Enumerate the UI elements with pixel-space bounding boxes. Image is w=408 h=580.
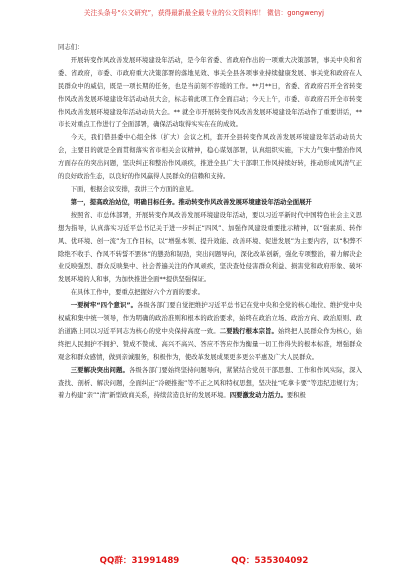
section-heading [58, 197, 362, 210]
requirement-text: 各级各部门要始终坚持问题导向，紧紧结合党员干部思想、工作和作风实际，深入查找、剖析、解决问题，全面纠正“冷硬推拖”等不正之风和特权思想，坚决扯“吃拿卡要”等违纪违规行为；着力构建“亲”“清”新型政商关系，持续营造良好的发展环境。 [58, 366, 362, 400]
salutation: 同志们： [58, 44, 84, 51]
requirement-lead: 四要激发动力活力。 [229, 392, 287, 400]
paragraph: 在具体工作中，要重点把握好六个方面的要求。 [70, 289, 204, 297]
qq-number: QQ：535304092 [231, 556, 309, 566]
section-heading-lead: 第一，提高政治站位，明确目标任务。 [70, 198, 179, 206]
requirement-lead: 二要践行根本宗旨。 [219, 327, 278, 335]
qq-group: QQ群：31991489 [99, 556, 180, 566]
paragraph: 按照省、市总体部署，开展转变作风改善发展环境建设年活动，要以习近平新时代中国特色社会主义思想为指导，认真落实习近平总书记关于进一步纠正“四风”、加强作风建设重要批示精神，以“强素质、转作风、优环境、创一流”为工作目标，以“增强本领、提升效能、改善环境、促进发展”为主要内容，以“积弊不除绝不收手、作风不转誓不罢休”的態劲和韧劲，突出问题导向，深化改革创新，强化专项整治，着力解决企业反映强烈、群众反映集中、社会普遍关注的作风顽疾，坚决查处侵害群众利益、损害党和政府形象、破坏发展环境的人和事，为加快推进全面**提供坚强保证。 [58, 211, 362, 284]
document-body [58, 42, 362, 403]
requirements-paragraph [58, 365, 362, 404]
footer-contact [0, 554, 408, 572]
top-banner [0, 0, 408, 24]
paragraph: 下面，根据会议安排，我讲三个方面的意见。 [70, 185, 198, 193]
requirement-lead: 一要树牢“四个意识”。 [70, 302, 138, 310]
section-heading-rest: 推动转变作风改善发展环境建设年活动全面展开 [178, 198, 312, 206]
requirements-paragraph [58, 300, 362, 365]
requirement-text: 各级各部门要自觉把维护习近平总书记在党中央和全党的核心地位、维护党中央权威和集中统一领导，作为明确的政治准则和根本的政治要求，始终在政治立场、政治方向、政治原则、政治道路上同以习近平同志为核心的党中央保持高度一致。 [58, 302, 362, 335]
paragraph: 今天，我们借县委中心组全体（扩大）会议之机，套开全县转变作风改善发展环境建设年活动动员大会，主要目的就是全面贯彻落实省市相关会议精神，稳心谋划部署，认真组织实施，下大力气集中整治作风方面存在的突出问题，坚决纠正和整治作风顽疾，推进全县广大干部职工作风持续好转，推动形成风清气正的良好政治生态，以良好的作风赢得人民群众的信赖和支持。 [58, 134, 362, 181]
requirement-lead: 三要解决突出问题。 [70, 366, 129, 374]
banner-text: 关注头条号“公文研究”，获得最新最全最专业的公文资料库！ 微信：gongwenyj [83, 9, 325, 17]
requirement-text: 始终把人民群众作为核心，始终把人民拥护不拥护、赞成不赞成、高兴不高兴、答应不答应作为衡量一切工作得失的根本标准，增强群众观念和群众感情，做到亲诚服务，积极作为，使改革发展成果更多更公平惠及广大人民群众。 [58, 327, 362, 361]
requirement-text: 要积极 [286, 392, 306, 400]
paragraph: 开展转变作风改善发展环境建设年活动，是今年省委、省政府作出的一项重大决策部署，事关中央和省委、省政府，市委、市政府重大决策部署的落地见效、事关全县各项事业持续健康发展、事关党和政府在人民群众中的威信，既是一项长期的任务，也是当前刻不容缓的工作。**月**日，省委、省政府召开全省转变作风改善发展环境建设年活动动员大会，标志着此项工作全面启动；今天上午，市委、市政府召开全市转变作风改善发展环境建设年活动动员大会。** 就全市开展转变作风改善发展环境建设年活动作了重要讲话，**市长对重点工作进行了全面部署，确保活动取得实实在在的成效。 [58, 56, 362, 129]
